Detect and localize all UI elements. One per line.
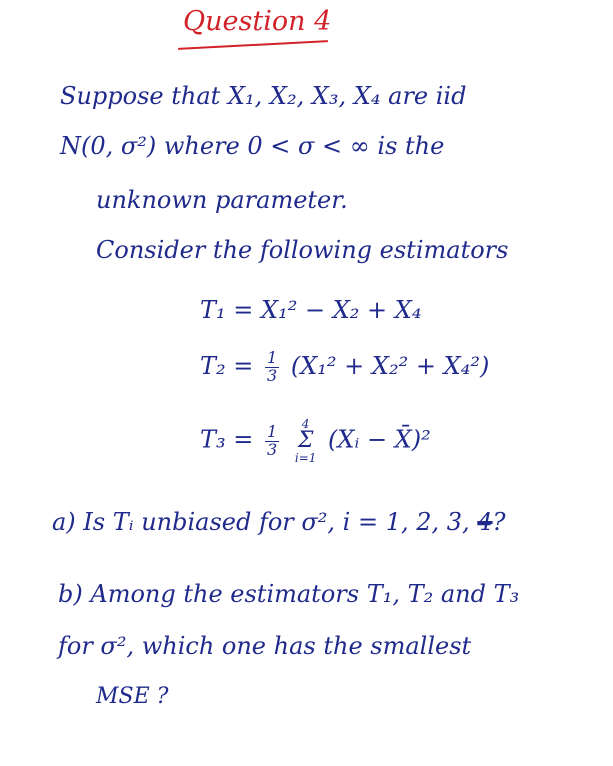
fraction-numerator: 1 <box>267 348 278 367</box>
fraction-numerator: 1 <box>267 421 278 441</box>
fraction-denominator: 3 <box>267 365 278 385</box>
question-b-line-3: MSE ? <box>96 684 169 709</box>
summation-symbol <box>295 418 317 464</box>
intro-line-2: N(0, σ²) where 0 < σ < ∞ is the <box>60 132 445 160</box>
intro-line-4: Consider the following estimators <box>96 236 509 264</box>
question-b-line-1: b) Among the estimators T₁, T₂ and T₃ <box>58 580 520 608</box>
estimator-t2-lhs: T₂ <box>200 351 226 380</box>
question-a-end: ? <box>492 508 506 536</box>
estimator-t2-rhs: (X₁² + X₂² + X₄²) <box>290 351 490 380</box>
estimator-t3 <box>200 418 431 464</box>
equals-sign: = <box>233 425 254 454</box>
question-a <box>52 508 505 536</box>
question-title: Question 4 <box>183 6 332 37</box>
fraction-denominator: 3 <box>267 439 278 459</box>
intro-line-3: unknown parameter. <box>96 186 348 214</box>
title-underline <box>178 40 328 50</box>
estimator-t3-fraction <box>265 421 279 459</box>
question-b-line-2: for σ², which one has the smallest <box>58 632 472 660</box>
estimator-t3-rhs: (Xᵢ − X̄)² <box>328 425 431 454</box>
summation-sigma: Σ <box>297 428 314 453</box>
summation-lower-limit: i=1 <box>294 451 317 465</box>
estimator-t1-lhs: T₁ <box>200 296 226 324</box>
estimator-t2 <box>200 350 489 385</box>
intro-line-1: Suppose that X₁, X₂, X₃, X₄ are iid <box>60 82 467 110</box>
question-a-text: a) Is Tᵢ unbiased for σ², i = 1, 2, 3, <box>52 508 470 536</box>
question-a-struck-index: 4 <box>477 508 493 536</box>
equals-sign: = <box>233 351 254 380</box>
summation-upper-limit: 4 <box>301 417 310 431</box>
estimator-t1 <box>200 296 422 324</box>
estimator-t3-lhs: T₃ <box>200 425 226 454</box>
estimator-t2-fraction <box>265 350 279 385</box>
estimator-t1-rhs: = X₁² − X₂ + X₄ <box>233 296 422 324</box>
